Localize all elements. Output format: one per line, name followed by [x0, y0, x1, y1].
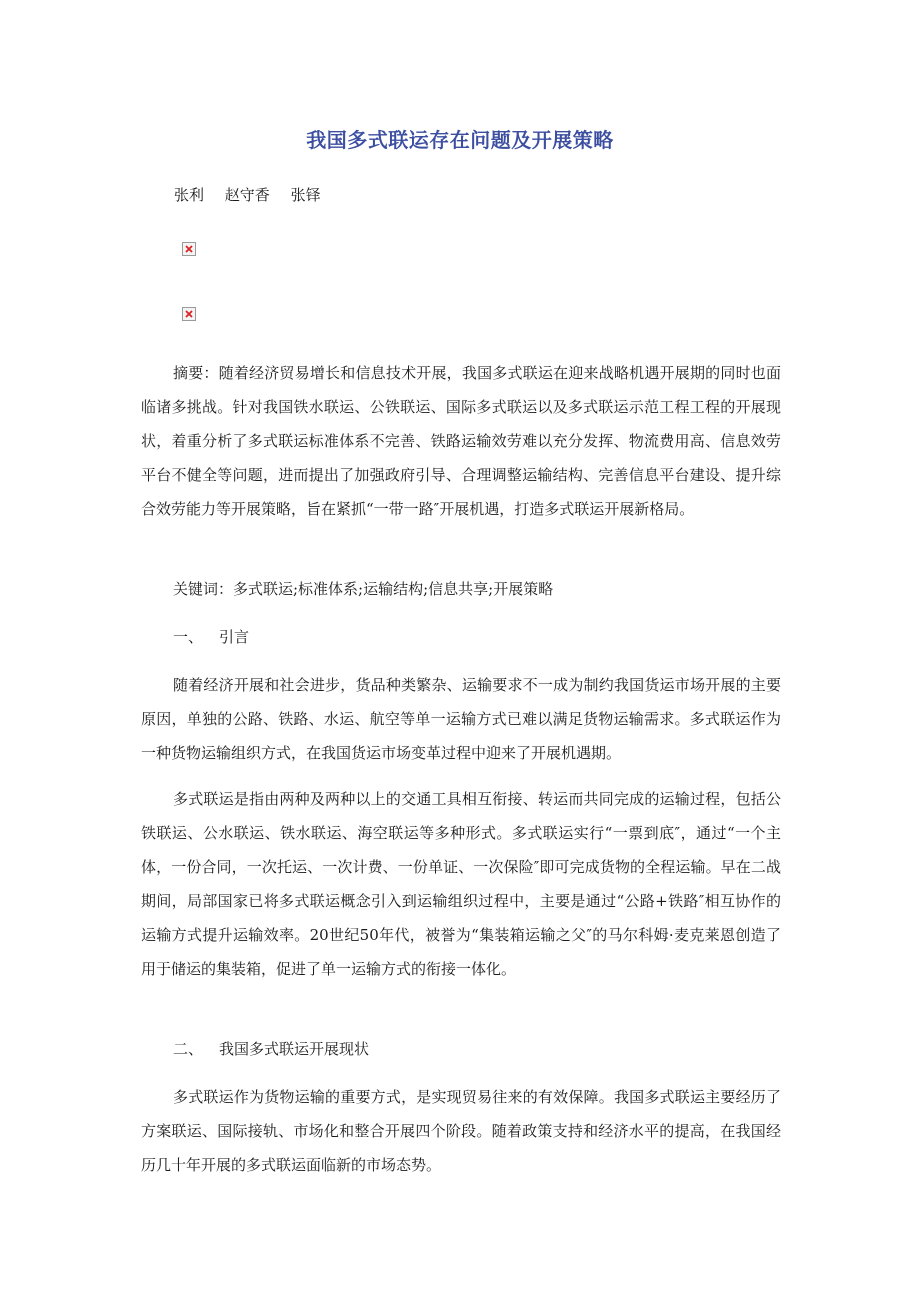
abstract-paragraph: 摘要：随着经济贸易增长和信息技术开展，我国多式联运在迎来战略机遇开展期的同时也面临诸多挑战。针对我国铁水联运、公铁联运、国际多式联运以及多式联运示范工程工程的开展现状，着重分析了多式联运标准体系不完善、铁路运输效劳难以充分发挥、物流费用高、信息效劳平台不健全等问题，进而提出了加强政府引导、合理调整运输结构、完善信息平台建设、提升综合效劳能力等开展策略，旨在紧抓“一带一路″开展机遇，打造多式联运开展新格局。: [141, 364, 781, 518]
author-list: [174, 184, 337, 205]
section-heading: [141, 620, 249, 654]
section-title: 我国多式联运开展现状: [219, 1040, 370, 1058]
section-heading: [141, 1032, 369, 1066]
section-number: 二、: [173, 1040, 204, 1058]
section-number: 一、: [173, 628, 204, 646]
body-paragraph: 多式联运作为货物运输的重要方式，是实现贸易往来的有效保障。我国多式联运主要经历了方案联运、国际接轨、市场化和整合开展四个阶段。随着政策支持和经济水平的提高，在我国经历几十年开展的多式联运面临新的市场态势。: [141, 1088, 781, 1174]
broken-image-icon: [182, 307, 196, 321]
author-name: 赵守香: [224, 186, 270, 204]
broken-image-icon: [182, 242, 196, 256]
body-paragraph: 多式联运是指由两种及两种以上的交通工具相互衔接、转运而共同完成的运输过程，包括公铁联运、公水联运、铁水联运、海空联运等多种形式。多式联运实行“一票到底″，通过“一个主体，一份合同，一次托运、一次计费、一份单证、一次保险″即可完成货物的全程运输。早在二战期间，局部国家已将多式联运概念引入到运输组织过程中，主要是通过“公路+铁路″相互协作的运输方式提升运输效率。20世纪50年代，被誉为“集装箱运输之父″的马尔科姆·麦克莱恩创造了用于储运的集装箱，促进了单一运输方式的衔接一体化。: [141, 790, 781, 978]
body-paragraph: 随着经济开展和社会进步，货品种类繁杂、运输要求不一成为制约我国货运市场开展的主要原因，单独的公路、铁路、水运、航空等单一运输方式已难以满足货物运输需求。多式联运作为一种货物运输组织方式，在我国货运市场变革过程中迎来了开展机遇期。: [141, 676, 781, 762]
document-title: 我国多式联运存在问题及开展策略: [306, 128, 614, 152]
author-name: 张利: [174, 186, 205, 204]
keywords: 关键词：多式联运;标准体系;运输结构;信息共享;开展策略: [173, 580, 554, 598]
section-title: 引言: [219, 628, 250, 646]
author-name: 张铎: [290, 186, 321, 204]
